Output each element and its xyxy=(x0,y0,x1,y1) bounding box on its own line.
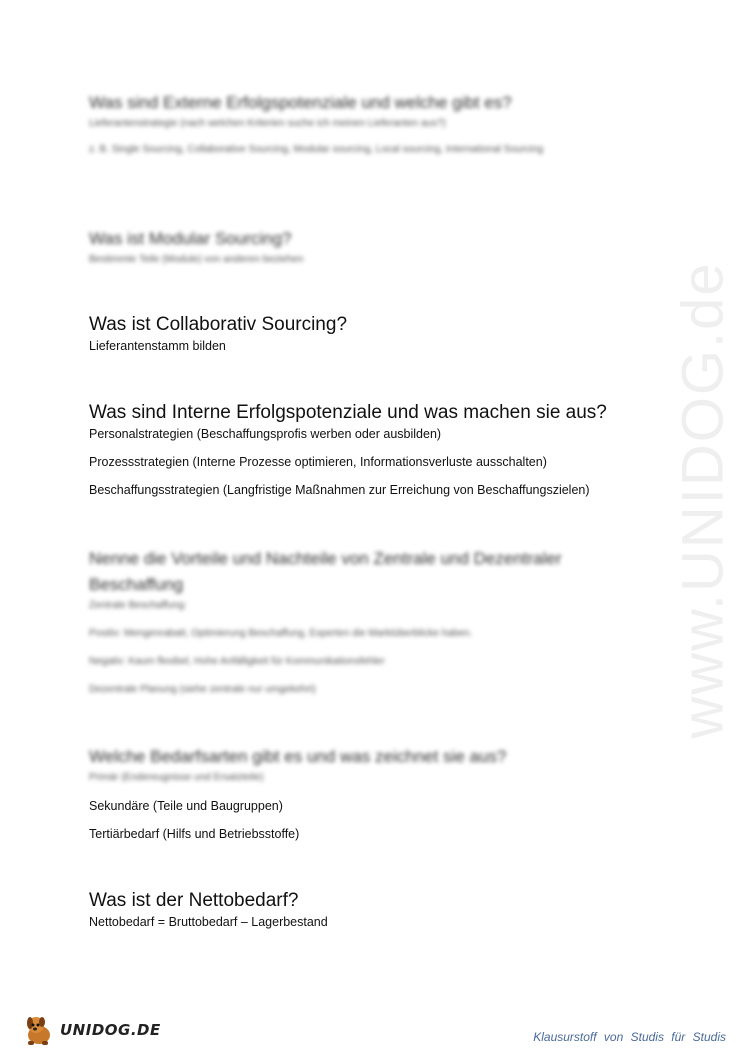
question-heading: Was sind Externe Erfolgspotenziale und welche gibt es? xyxy=(89,93,512,112)
logo-text: UNIDOG.DE xyxy=(60,1021,161,1039)
question-heading: Nenne die Vorteile und Nachteile von Zentrale und Dezentraler Beschaffung xyxy=(89,549,562,594)
qa-section-central-decentral xyxy=(89,546,609,698)
qa-section-demand-types xyxy=(89,744,629,842)
footer-tagline: Klausurstoff von Studis für Studis xyxy=(533,1030,726,1044)
answer-line: Nettobedarf = Bruttobedarf – Lagerbestand xyxy=(89,915,328,929)
answer-line: Personalstrategien (Beschaffungsprofis werben oder ausbilden) xyxy=(89,427,442,441)
qa-section-net-demand xyxy=(89,888,629,930)
answer-line: Prozessstrategien (Interne Prozesse optimieren, Informationsverluste ausschalten) xyxy=(89,455,547,469)
answer-line: z. B. Single Sourcing, Collaborative Sourcing, Modular sourcing, Local sourcing, International Sourcing xyxy=(89,144,544,155)
qa-section-internal-potentials xyxy=(89,400,649,498)
question-heading: Was ist der Nettobedarf? xyxy=(89,890,299,911)
answer-line: Beschaffungsstrategien (Langfristige Maßnahmen zur Erreichung von Beschaffungszielen) xyxy=(89,483,590,497)
qa-section-modular-sourcing xyxy=(89,226,629,268)
qa-section-external-potentials xyxy=(89,90,629,158)
answer-line: Zentrale Beschaffung: xyxy=(89,600,187,611)
answer-line: Lieferantenstrategie (nach welchen Kriterien suche ich meinen Lieferanten aus?) xyxy=(89,118,446,129)
dog-mascot-icon xyxy=(22,1013,56,1047)
answer-line: Lieferantenstamm bilden xyxy=(89,339,226,353)
question-heading: Was ist Collaborativ Sourcing? xyxy=(89,314,348,335)
question-heading: Was ist Modular Sourcing? xyxy=(89,229,292,248)
answer-line: Primär (Endereugnisse und Ersatzteile) xyxy=(89,772,264,783)
answer-line: Sekundäre (Teile und Baugruppen) xyxy=(89,799,283,813)
qa-section-collaborative-sourcing xyxy=(89,312,629,354)
question-heading: Was sind Interne Erfolgspotenziale und was machen sie aus? xyxy=(89,402,607,423)
question-heading: Welche Bedarfsarten gibt es und was zeichnet sie aus? xyxy=(89,747,507,766)
answer-line: Negativ: Kaum flexibel, Hohe Anfälligkeit für Kommunikationsfehler xyxy=(89,656,385,667)
answer-line: Positiv: Mengenrabatt, Optimierung Beschaffung, Experten die Marktüberblicke haben. xyxy=(89,628,473,639)
watermark: www.UNIDOG.de xyxy=(670,261,736,739)
answer-line: Dezentrale Planung (siehe zentrale nur umgekehrt) xyxy=(89,684,316,695)
answer-line: Tertiärbedarf (Hilfs und Betriebsstoffe) xyxy=(89,827,300,841)
answer-line: Bestimmte Teile (Module) von anderen beziehen xyxy=(89,254,304,265)
unidog-logo xyxy=(22,1013,161,1047)
